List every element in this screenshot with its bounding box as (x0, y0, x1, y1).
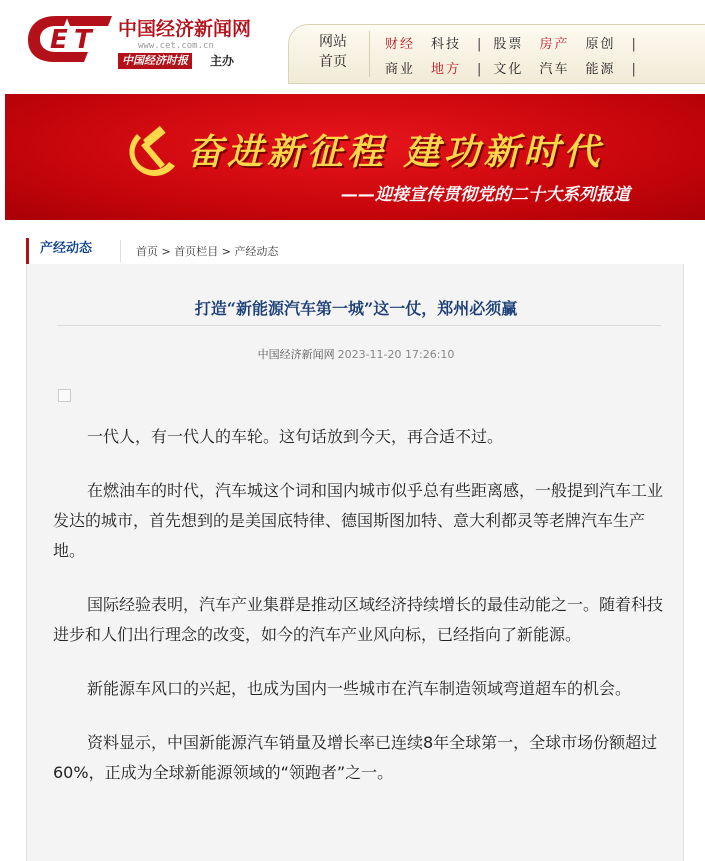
breadcrumb-sep: > (221, 245, 231, 258)
nav-home-line1: 网站 (319, 34, 347, 50)
logo-url: www.cet.com.cn (138, 41, 214, 51)
article-date: 2023-11-20 17:26:10 (337, 348, 455, 361)
breadcrumb-home[interactable]: 首页 (136, 245, 158, 258)
article-paragraph: 资料显示，中国新能源汽车销量及增长率已连续8年全球第一，全球市场份额超过60%，正成为全球新能源领域的“领跑者”之一。 (53, 733, 658, 782)
nav-item-auto[interactable]: 汽车 (539, 62, 570, 77)
svg-text:E: E (50, 25, 68, 55)
breadcrumb-section[interactable]: 首页栏目 (174, 245, 219, 258)
breadcrumb (26, 238, 684, 265)
nav-item-local[interactable]: 地方 (431, 62, 462, 77)
site-logo[interactable] (26, 8, 266, 72)
nav-pipe: | (631, 62, 636, 77)
hammer-sickle-icon (123, 124, 179, 180)
nav-row-2 (385, 58, 648, 77)
nav-home-line2: 首页 (319, 54, 347, 70)
svg-text:T: T (74, 25, 92, 55)
article-meta (27, 346, 685, 362)
main-nav (288, 24, 705, 84)
campaign-banner[interactable] (5, 94, 705, 220)
article-body (53, 422, 663, 812)
cet-logo-icon (26, 12, 112, 64)
article-source: 中国经济新闻网 (257, 348, 335, 361)
nav-pipe: | (631, 37, 636, 52)
nav-row-1 (385, 33, 648, 52)
broken-image-icon (58, 389, 71, 402)
nav-item-finance[interactable]: 财经 (385, 37, 416, 52)
site-header (0, 0, 705, 90)
title-divider (57, 325, 661, 326)
breadcrumb-sep: > (161, 245, 171, 258)
logo-host-label: 主办 (210, 54, 235, 68)
banner-headline: 奋进新征程 建功新时代 (187, 132, 604, 173)
article (26, 264, 684, 861)
nav-item-business[interactable]: 商业 (385, 62, 416, 77)
article-paragraph: 国际经验表明，汽车产业集群是推动区域经济持续增长的最佳动能之一。随着科技进步和人们出行理念的改变，如今的汽车产业风向标，已经指向了新能源。 (53, 595, 664, 644)
article-paragraph: 新能源车风口的兴起，也成为国内一些城市在汽车制造领域弯道超车的机会。 (87, 679, 632, 698)
breadcrumb-category[interactable]: 产经动态 (26, 238, 118, 264)
nav-item-tech[interactable]: 科技 (431, 37, 462, 52)
nav-item-energy[interactable]: 能源 (585, 62, 616, 77)
article-paragraph: 一代人，有一代人的车轮。这句话放到今天，再合适不过。 (87, 427, 504, 446)
nav-item-stocks[interactable]: 股票 (493, 37, 524, 52)
nav-pipe: | (477, 37, 482, 52)
nav-divider (369, 31, 370, 77)
nav-item-realestate[interactable]: 房产 (539, 37, 570, 52)
nav-item-culture[interactable]: 文化 (493, 62, 524, 77)
article-title: 打造“新能源汽车第一城”这一仗，郑州必须赢 (194, 299, 518, 318)
logo-title: 中国经济新闻网 (118, 18, 252, 40)
nav-pipe: | (477, 62, 482, 77)
article-paragraph: 在燃油车的时代，汽车城这个词和国内城市似乎总有些距离感，一般提到汽车工业发达的城市，首先想到的是美国底特律、德国斯图加特、意大利都灵等老牌汽车生产地。 (53, 481, 664, 560)
nav-item-original[interactable]: 原创 (585, 37, 616, 52)
breadcrumb-current[interactable]: 产经动态 (234, 245, 279, 258)
breadcrumb-path (136, 243, 278, 259)
logo-paper-name: 中国经济时报 (118, 53, 192, 69)
banner-subheadline: ——迎接宣传贯彻党的二十大系列报道 (341, 185, 630, 205)
breadcrumb-divider (120, 240, 121, 262)
nav-site-home[interactable] (311, 32, 355, 72)
